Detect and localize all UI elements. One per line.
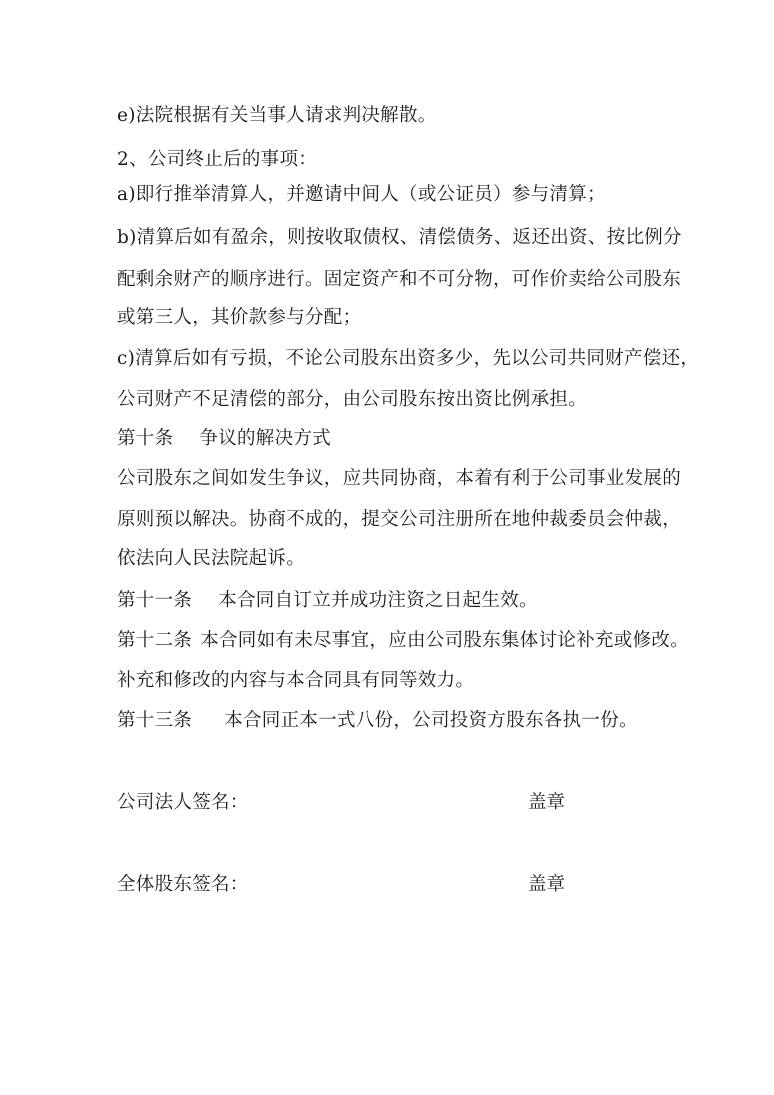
article-11-number: 第十一条 <box>117 590 193 611</box>
clause-b-line-3: 或第三人，其价款参与分配； <box>117 307 362 328</box>
article-12 <box>117 629 689 653</box>
article-10-heading <box>117 427 331 451</box>
article-10-body-line-2: 原则预以解决。协商不成的，提交公司注册所在地仲裁委员会仲裁， <box>117 509 682 530</box>
article-12-text: 本合同如有未尽事宜，应由公司股东集体讨论补充或修改。 <box>200 630 690 651</box>
shareholders-signature-label: 全体股东签名： <box>117 874 249 895</box>
article-13-number: 第十三条 <box>117 710 193 731</box>
clause-c-line-2: 公司财产不足清偿的部分，由公司股东按出资比例承担。 <box>117 389 588 410</box>
article-10-body-line-1: 公司股东之间如发生争议，应共同协商，本着有利于公司事业发展的 <box>117 468 682 489</box>
legal-rep-seal-label: 盖章 <box>528 792 566 813</box>
clause-b-line-1: b)清算后如有盈余，则按收取债权、清偿债务、返还出资、按比例分 <box>117 227 682 248</box>
shareholders-seal-label: 盖章 <box>528 874 566 895</box>
article-11-text: 本合同自订立并成功注资之日起生效。 <box>218 590 538 611</box>
article-12-continuation: 补充和修改的内容与本合同具有同等效力。 <box>117 670 475 691</box>
clause-a-liquidator: a)即行推举清算人，并邀请中间人（或公证员）参与清算； <box>117 184 606 205</box>
article-10-number: 第十条 <box>117 428 174 449</box>
clause-b-line-2: 配剩余财产的顺序进行。固定资产和不可分物，可作价卖给公司股东 <box>117 269 682 290</box>
article-13-text: 本合同正本一式八份，公司投资方股东各执一份。 <box>224 710 638 731</box>
clause-c-line-1: c)清算后如有亏损，不论公司股东出资多少，先以公司共同财产偿还， <box>117 348 700 369</box>
clause-e-dissolution: e)法院根据有关当事人请求判决解散。 <box>117 105 437 126</box>
article-10-body-line-3: 依法向人民法院起诉。 <box>117 548 306 569</box>
article-12-number: 第十二条 <box>117 630 193 651</box>
article-11 <box>117 589 538 613</box>
article-10-title: 争议的解决方式 <box>199 428 332 449</box>
section-2-heading: 2、公司终止后的事项： <box>117 149 318 170</box>
legal-rep-signature-label: 公司法人签名： <box>117 792 249 813</box>
article-13 <box>117 709 638 733</box>
